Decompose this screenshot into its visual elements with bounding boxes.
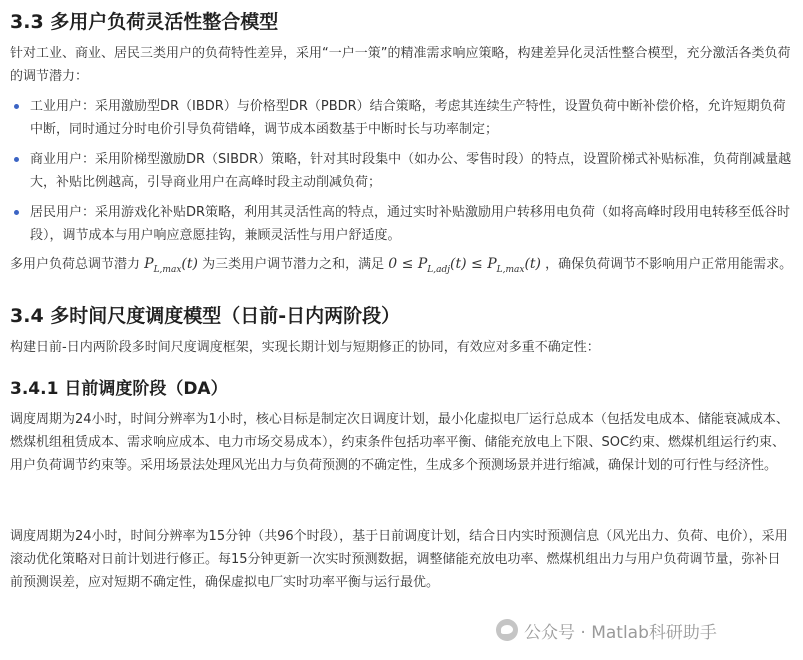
day-ahead-description: 调度周期为24小时，时间分辨率为1小时，核心目标是制定次日调度计划，最小化虚拟电厂运行总成本（包括发电成本、储能衰减成本、燃煤机组租赁成本、需求响应成本、电力市场交易成本），约束条件包括功率平衡、储能充放电上下限、SOC约束、燃煤机组运行约束、用户负荷调节约束等。采用场景法处理风光出力与负荷预测的不确定性，生成多个预测场景并进行缩减，确保计划的可行性与经济性。 <box>10 411 789 473</box>
section-intro-3-3: 针对工业、商业、居民三类用户的负荷特性差异，采用“一户一策”的精准需求响应策略，构建差异化灵活性整合模型，充分激活各类负荷的调节潜力： <box>10 46 791 84</box>
subsection-heading-3-4-1: 3.4.1 日前调度阶段（DA） <box>10 378 228 399</box>
watermark-text: 公众号 · Matlab科研助手 <box>524 622 717 643</box>
watermark <box>496 617 717 643</box>
section-heading-3-3: 3.3 多用户负荷灵活性整合模型 <box>10 11 279 33</box>
list-item: 工业用户：采用激励型DR（IBDR）与价格型DR（PBDR）结合策略，考虑其连续生产特性，设置负荷中断补偿价格，允许短期负荷中断，同时通过分时电价引导负荷错峰，调节成本函数基于中断时长与功率制定； <box>10 95 793 141</box>
formula-constraint: $0 \le P_{L,adj}(t) \le P_{L,max}(t)$ <box>388 256 542 275</box>
list-item: 居民用户：采用游戏化补贴DR策略，利用其灵活性高的特点，通过实时补贴激励用户转移用电负荷（如将高峰时段用电转移至低谷时段），调节成本与用户响应意愿挂钩，兼顾灵活性与用户舒适度。 <box>10 201 793 247</box>
list-item: 商业用户：采用阶梯型激励DR（SIBDR）策略，针对其时段集中（如办公、零售时段）的特点，设置阶梯式补贴标准，负荷削减量越大，补贴比例越高，引导商业用户在高峰时段主动削减负荷； <box>10 148 793 194</box>
section-heading-3-4: 3.4 多时间尺度调度模型（日前-日内两阶段） <box>10 304 401 327</box>
wechat-icon <box>496 619 518 641</box>
user-strategy-list <box>10 95 793 247</box>
intraday-description: 调度周期为24小时，时间分辨率为15分钟（共96个时段），基于日前调度计划，结合日内实时预测信息（风光出力、负荷、电价），采用滚动优化策略对日前计划进行修正。每15分钟更新一次实时预测数据，调整储能充放电功率、燃煤机组出力与用户负荷调节量，弥补日前预测误差，应对短期不确定性，确保虚拟电厂实时功率平衡与运行最优。 <box>10 528 788 590</box>
summary-text-pre: 多用户负荷总调节潜力 <box>10 257 141 272</box>
section-intro-3-4: 构建日前-日内两阶段多时间尺度调度框架，实现长期计划与短期修正的协同，有效应对多重不确定性： <box>10 339 600 355</box>
summary-text-post: ，确保负荷调节不影响用户正常用能需求。 <box>545 257 793 272</box>
summary-text-mid: 为三类用户调节潜力之和，满足 <box>202 257 385 272</box>
potential-summary <box>10 253 793 282</box>
formula-potential: $P_{L,max}(t)$ <box>144 256 198 275</box>
